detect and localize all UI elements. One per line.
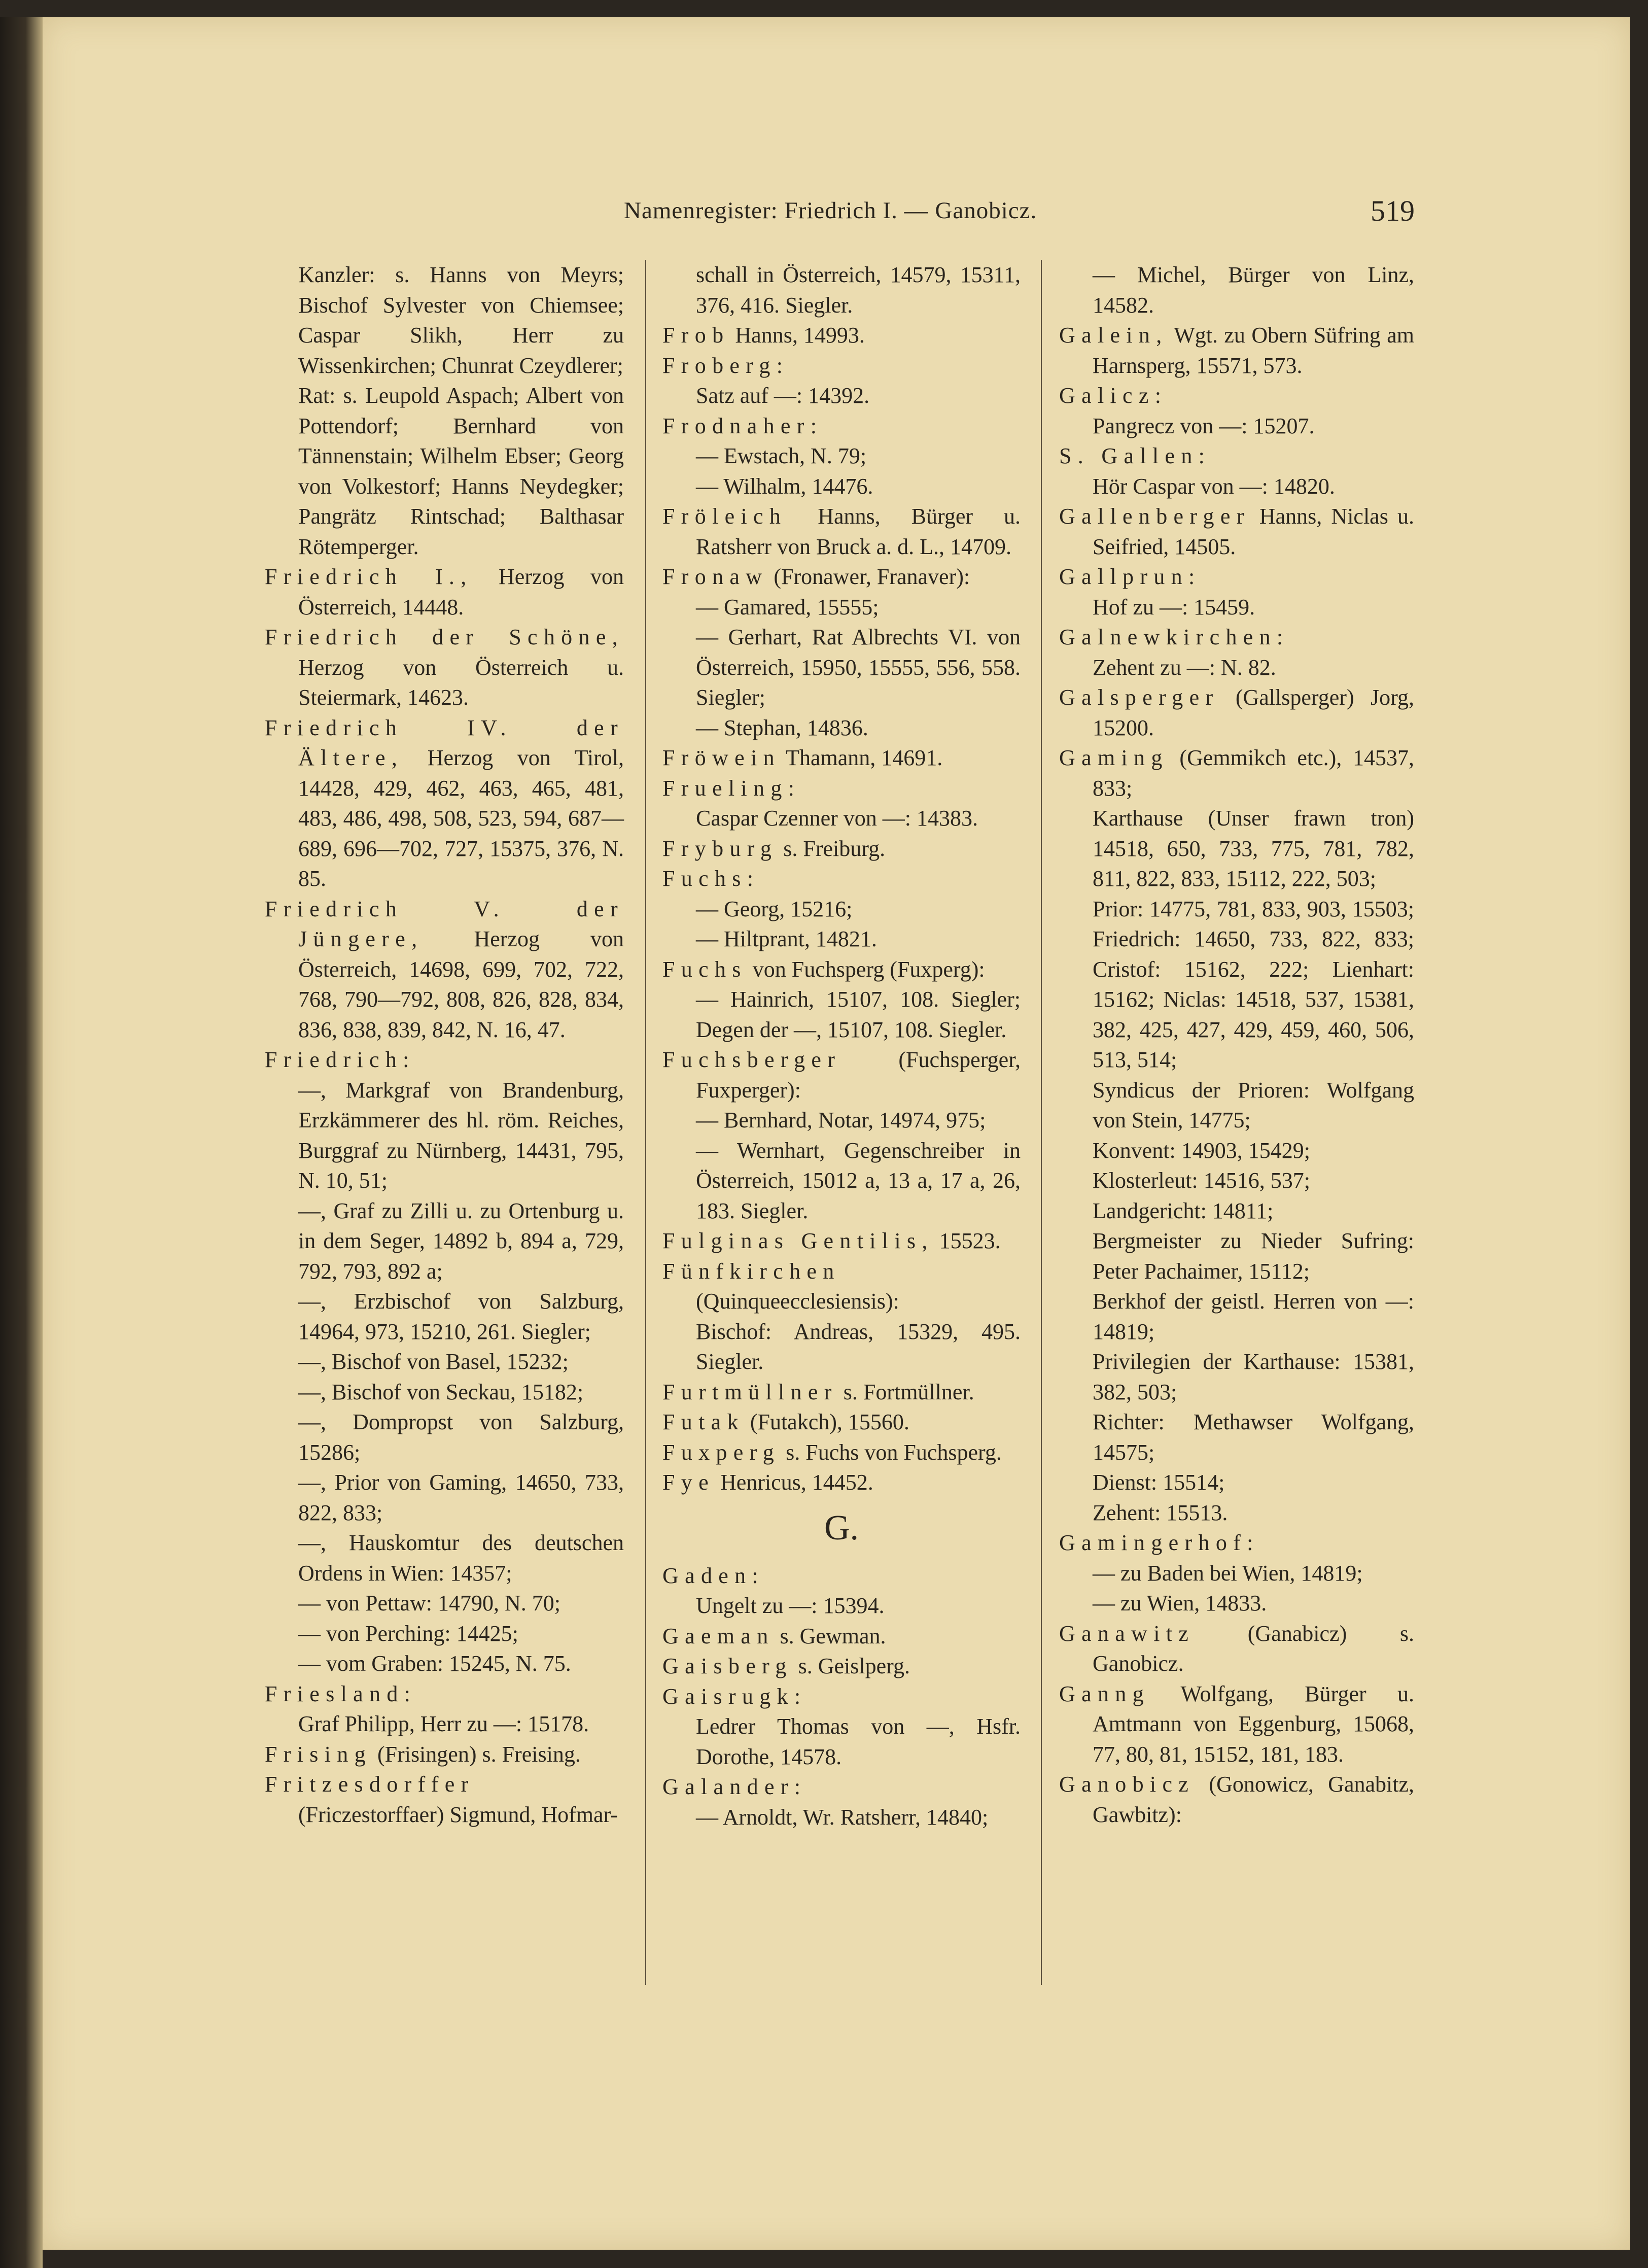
index-entry	[662, 1437, 1021, 1468]
entry-text: — Michel, Bürger von Linz, 14582.	[1093, 262, 1414, 318]
running-header: Namenregister: Friedrich I. — Ganobicz.	[624, 197, 1037, 224]
entry-headword: Gamingerhof:	[1059, 1530, 1259, 1555]
entry-headword: Galein,	[1059, 323, 1168, 348]
entry-headword: Fritzesdorffer	[265, 1772, 475, 1797]
index-entry	[662, 411, 1021, 441]
entry-headword: Ganng	[1059, 1681, 1150, 1706]
index-entry	[265, 1347, 624, 1377]
index-entry	[1059, 1619, 1414, 1679]
entry-text: —, Graf zu Zilli u. zu Ortenburg u. in dem Seger, 14892 b, 894 a, 729, 792, 793, 892 a;	[298, 1198, 624, 1284]
index-entry	[1059, 1769, 1414, 1830]
index-entry	[1059, 1136, 1414, 1166]
index-entry	[1059, 411, 1414, 441]
entry-text: — Hiltprant, 14821.	[696, 926, 877, 951]
entry-text: Thamann, 14691.	[780, 745, 943, 770]
index-entry	[662, 592, 1021, 623]
entry-text: Zehent zu —: N. 82.	[1093, 655, 1276, 680]
entry-headword: Furtmüllner	[662, 1379, 838, 1404]
index-entry	[1059, 592, 1414, 623]
index-entry	[1059, 1588, 1414, 1619]
entry-text: —, Markgraf von Brandenburg, Erzkämmerer des hl. röm. Reiches, Burggraf zu Nürnberg, 14431, 795, N. 10, 51;	[298, 1077, 624, 1193]
entry-text: Hanns, Bürger u. Ratsherr von Bruck a. d. L., 14709.	[696, 504, 1021, 559]
entry-text: (Gonowicz, Ganabitz, Gawbitz):	[1093, 1772, 1414, 1827]
entry-text: Hof zu —: 15459.	[1093, 594, 1255, 620]
index-entry	[1059, 1467, 1414, 1498]
entry-headword: Galsperger	[1059, 685, 1219, 710]
index-entry	[265, 1045, 624, 1075]
entry-headword: Fuxperg	[662, 1439, 781, 1465]
entry-text: Bergmeister zu Nieder Sufring: Peter Pachaimer, 15112;	[1093, 1228, 1414, 1284]
index-entry	[662, 622, 1021, 713]
entry-text: —, Bischof von Seckau, 15182;	[298, 1379, 584, 1404]
entry-headword: Gaming	[1059, 745, 1169, 770]
entry-text: (Fronawer, Franaver):	[768, 564, 970, 589]
entry-headword: Futak	[662, 1410, 745, 1434]
entry-text: Herzog von Österreich u. Steiermark, 14623.	[298, 655, 624, 710]
entry-text: Dienst: 15514;	[1093, 1470, 1225, 1495]
index-entry	[662, 1651, 1021, 1681]
entry-headword: Ganobicz	[1059, 1772, 1195, 1797]
index-entry	[265, 1588, 624, 1619]
index-entry	[265, 622, 624, 713]
entry-text: Hör Caspar von —: 14820.	[1093, 473, 1335, 499]
entry-headword: Friedrich V. der Jüngere,	[265, 896, 624, 951]
index-entry	[662, 803, 1021, 834]
entry-text: Syndicus der Prioren: Wolfgang von Stein, 14775;	[1093, 1077, 1414, 1132]
entry-headword: Gaden:	[662, 1563, 764, 1588]
index-entry	[265, 1709, 624, 1739]
index-entry	[662, 501, 1021, 562]
index-entry	[1059, 1528, 1414, 1558]
index-entry	[662, 1317, 1021, 1377]
book-gutter	[0, 17, 43, 2268]
index-entry	[1059, 894, 1414, 1075]
index-entry	[1059, 471, 1414, 502]
index-entry	[662, 984, 1021, 1045]
entry-text: Privilegien der Karthause: 15381, 382, 503;	[1093, 1349, 1414, 1404]
index-entry	[1059, 1558, 1414, 1589]
index-entry	[662, 1105, 1021, 1136]
index-entry	[662, 713, 1021, 743]
column-rule	[645, 260, 646, 1985]
index-entry	[662, 1467, 1021, 1498]
index-entry	[662, 1711, 1021, 1772]
entry-headword: Ganawitz	[1059, 1621, 1195, 1646]
index-entry	[1059, 1347, 1414, 1407]
index-entry	[265, 1679, 624, 1709]
column-rule	[1041, 260, 1042, 1985]
index-entry	[1059, 682, 1414, 743]
entry-text: s. Fortmüllner.	[837, 1379, 974, 1404]
entry-text: s. Freiburg.	[778, 836, 886, 861]
index-entry	[265, 1769, 624, 1830]
entry-headword: Friedrich der Schöne,	[265, 625, 624, 649]
index-entry	[265, 381, 624, 562]
index-entry	[662, 954, 1021, 985]
entry-text: — Georg, 15216;	[696, 896, 853, 921]
section-letter: G.	[824, 1508, 859, 1548]
index-entry	[662, 1621, 1021, 1652]
entry-text: —, Bischof von Basel, 15232;	[298, 1349, 569, 1374]
index-entry	[1059, 562, 1414, 592]
entry-headword: Fuchs:	[662, 866, 760, 891]
index-entry	[662, 1772, 1021, 1802]
entry-text: von Fuchsperg (Fuxperg):	[747, 956, 985, 982]
page-number: 519	[1371, 194, 1415, 227]
index-entry	[265, 1467, 624, 1528]
index-entry	[265, 1075, 624, 1196]
entry-text: Satz auf —: 14392.	[696, 383, 870, 408]
index-entry	[662, 1136, 1021, 1226]
entry-text: (Gallsperger) Jorg, 15200.	[1093, 685, 1414, 740]
entry-text: Karthause (Unser frawn tron) 14518, 650, 733, 775, 781, 782, 811, 822, 833, 15112, 222, 503;	[1093, 806, 1414, 891]
entry-text: (Quinqueecclesiensis):	[696, 1289, 899, 1314]
entry-headword: Friedrich I.,	[265, 564, 473, 589]
entry-text: Berkhof der geistl. Herren von —: 14819;	[1093, 1289, 1414, 1344]
entry-text: Herzog von Tirol, 14428, 429, 462, 463, 465, 481, 483, 486, 498, 508, 523, 594, 687—689, 696—702, 727, 15375, 376, N. 85.	[298, 745, 624, 891]
entry-text: — zu Baden bei Wien, 14819;	[1093, 1560, 1363, 1586]
entry-text: — von Pettaw: 14790, N. 70;	[298, 1591, 560, 1616]
entry-headword: Fuchsberger	[662, 1047, 841, 1072]
entry-text: s. Fuchs von Fuchsperg.	[780, 1439, 1002, 1465]
index-entry	[1059, 1286, 1414, 1347]
index-entry	[1059, 1075, 1414, 1136]
entry-text: s. Geislperg.	[792, 1654, 910, 1678]
index-entry	[662, 1226, 1021, 1256]
index-column-3	[1059, 260, 1414, 1830]
index-entry	[265, 562, 624, 622]
index-entry	[1059, 1165, 1414, 1196]
entry-text: Hanns, 14993.	[729, 323, 865, 348]
entry-headword: S. Gallen:	[1059, 443, 1211, 468]
entry-headword: Gaisrugk:	[662, 1683, 807, 1709]
entry-headword: Fünfkirchen	[662, 1258, 840, 1284]
index-entry	[265, 1619, 624, 1649]
entry-text: Wolfgang, Bürger u. Amtmann von Eggenburg, 15068, 77, 80, 81, 15152, 181, 183.	[1093, 1681, 1414, 1767]
entry-text: —, Prior von Gaming, 14650, 733, 822, 833;	[298, 1470, 624, 1525]
entry-text: — Hainrich, 15107, 108. Siegler; Degen der —, 15107, 108. Siegler.	[696, 987, 1021, 1042]
index-entry	[1059, 260, 1414, 320]
entry-headword: Fronaw	[662, 564, 768, 589]
entry-headword: Galnewkirchen:	[1059, 625, 1289, 649]
entry-text: Richter: Methawser Wolfgang, 14575;	[1093, 1410, 1414, 1465]
entry-headword: Gaeman	[662, 1623, 775, 1648]
entry-text: Prior: 14775, 781, 833, 903, 15503; Friedrich: 14650, 733, 822, 833; Cristof: 15162, 222; Lienhart: 15162; Niclas: 14518, 537, 15381, 382, 425, 427, 429, 459, 460, 506, 513, 514;	[1093, 896, 1414, 1072]
entry-text: — vom Graben: 15245, N. 75.	[298, 1651, 571, 1676]
index-entry	[265, 894, 624, 1045]
entry-text: — Ewstach, N. 79;	[696, 443, 867, 468]
index-entry	[1059, 501, 1414, 562]
index-entry	[1059, 622, 1414, 652]
entry-headword: Frodnaher:	[662, 413, 823, 438]
entry-headword: Gallprun:	[1059, 564, 1201, 589]
entry-text: Landgericht: 14811;	[1093, 1198, 1274, 1223]
entry-text: Pangrecz von —: 15207.	[1093, 413, 1315, 438]
index-entry	[1059, 743, 1414, 803]
entry-text: — Wilhalm, 14476.	[696, 473, 873, 499]
entry-text: Kanzler: s. Hanns von Meyrs; Bischof Sylvester von Chiemsee; Caspar Slikh, Herr zu Wissenkirchen; Chunrat Czeydlerer;	[298, 262, 624, 378]
entry-text: — Gamared, 15555;	[696, 594, 879, 620]
entry-headword: Frob	[662, 323, 730, 348]
entry-text: Herzog von Österreich, 14448.	[298, 564, 624, 620]
entry-text: (Frisingen) s. Freising.	[371, 1741, 581, 1767]
entry-headword: Galicz:	[1059, 383, 1168, 408]
index-entry	[662, 894, 1021, 924]
index-entry	[662, 320, 1021, 351]
entry-text: — zu Wien, 14833.	[1093, 1591, 1267, 1616]
entry-text: Bischof: Andreas, 15329, 495. Siegler.	[696, 1319, 1021, 1374]
entry-text: Klosterleut: 14516, 537;	[1093, 1168, 1310, 1193]
entry-text: s. Gewman.	[774, 1623, 886, 1648]
entry-text: —, Hauskomtur des deutschen Ordens in Wien: 14357;	[298, 1530, 624, 1586]
entry-headword: Gallenberger	[1059, 504, 1250, 529]
entry-text: schall in Österreich, 14579, 15311, 376, 416. Siegler.	[696, 262, 1021, 318]
index-entry	[1059, 1196, 1414, 1226]
entry-headword: Galander:	[662, 1774, 807, 1799]
entry-text: Zehent: 15513.	[1093, 1500, 1228, 1525]
entry-text: (Friczestorffaer) Sigmund, Hofmar-	[298, 1802, 618, 1827]
entry-text: — Arnoldt, Wr. Ratsherr, 14840;	[696, 1804, 989, 1830]
entry-text: Konvent: 14903, 15429;	[1093, 1138, 1310, 1163]
entry-text: — von Perching: 14425;	[298, 1621, 518, 1646]
index-entry	[1059, 803, 1414, 894]
entry-text: Caspar Czenner von —: 14383.	[696, 806, 978, 831]
index-entry	[662, 743, 1021, 773]
index-entry	[662, 562, 1021, 592]
index-entry	[1059, 1498, 1414, 1528]
index-entry	[662, 924, 1021, 954]
index-entry	[662, 1407, 1021, 1437]
index-entry	[1059, 320, 1414, 381]
entry-headword: Friedrich:	[265, 1047, 415, 1072]
entry-headword: Friesland:	[265, 1681, 417, 1706]
entry-headword: Friedrich IV. der Ältere,	[265, 715, 624, 770]
index-entry	[662, 1561, 1021, 1591]
index-entry	[662, 260, 1021, 320]
index-entry	[662, 441, 1021, 471]
index-entry	[1059, 1226, 1414, 1286]
index-entry	[662, 1377, 1021, 1407]
entry-text: —, Erzbischof von Salzburg, 14964, 973, 15210, 261. Siegler;	[298, 1289, 624, 1344]
index-entry	[662, 471, 1021, 502]
index-entry	[1059, 1679, 1414, 1770]
index-entry	[662, 1256, 1021, 1317]
index-entry	[265, 1377, 624, 1407]
index-entry	[1059, 381, 1414, 411]
index-entry	[662, 1802, 1021, 1833]
index-entry	[1059, 652, 1414, 683]
entry-headword: Gaisberg	[662, 1654, 793, 1678]
entry-text: (Futakch), 15560.	[744, 1410, 909, 1434]
index-entry	[265, 1286, 624, 1347]
entry-text: Henricus, 14452.	[714, 1470, 873, 1495]
entry-headword: Fuchs	[662, 956, 747, 982]
index-entry	[265, 1648, 624, 1679]
index-entry	[265, 260, 624, 381]
entry-text: — Stephan, 14836.	[696, 715, 868, 740]
index-entry	[1059, 441, 1414, 471]
entry-text: Graf Philipp, Herr zu —: 15178.	[298, 1711, 589, 1736]
entry-text: Hanns, Niclas u. Seifried, 14505.	[1093, 504, 1414, 559]
entry-headword: Fye	[662, 1470, 715, 1495]
index-entry	[662, 1591, 1021, 1621]
index-entry	[662, 381, 1021, 411]
entry-text: Rat: s. Leupold Aspach; Albert von Pottendorf; Bernhard von Tännenstain; Wilhelm Ebser; Georg von Volkestorf; Hanns Neydegker; Pangrätz Rintschad; Balthasar Rötemperger.	[298, 383, 624, 559]
entry-headword: Fryburg	[662, 836, 778, 861]
index-entry	[265, 1739, 624, 1770]
entry-text: —, Dompropst von Salzburg, 15286;	[298, 1410, 624, 1465]
index-entry	[662, 1045, 1021, 1105]
entry-headword: Frising	[265, 1741, 372, 1767]
index-entry	[265, 1407, 624, 1467]
entry-headword: Fulginas Gentilis,	[662, 1228, 934, 1253]
index-entry	[662, 834, 1021, 864]
entry-headword: Fröleich	[662, 504, 787, 529]
index-entry	[265, 1196, 624, 1287]
index-column-1	[265, 260, 624, 1830]
entry-text: (Ganabicz) s. Ganobicz.	[1093, 1621, 1414, 1676]
entry-text: (Gemmikch etc.), 14537, 833;	[1093, 745, 1414, 801]
entry-headword: Fröwein	[662, 745, 781, 770]
index-entry	[265, 713, 624, 894]
entry-headword: Froberg:	[662, 353, 789, 378]
entry-text: — Gerhart, Rat Albrechts VI. von Österreich, 15950, 15555, 556, 558. Siegler;	[696, 625, 1021, 710]
entry-text: — Bernhard, Notar, 14974, 975;	[696, 1108, 986, 1132]
entry-text: Ungelt zu —: 15394.	[696, 1593, 885, 1618]
index-entry	[662, 773, 1021, 804]
entry-text: Herzog von Österreich, 14698, 699, 702, 722, 768, 790—792, 808, 826, 828, 834, 836, 838, 839, 842, N. 16, 47.	[298, 926, 624, 1042]
entry-text: (Fuchsperger, Fuxperger):	[696, 1047, 1021, 1103]
index-column-2	[662, 260, 1021, 1832]
entry-text: Wgt. zu Obern Süfring am Harnsperg, 15571, 573.	[1093, 323, 1414, 378]
index-entry	[1059, 1407, 1414, 1467]
entry-headword: Frueling:	[662, 775, 801, 801]
entry-text: Ledrer Thomas von —, Hsfr. Dorothe, 14578.	[696, 1714, 1021, 1769]
index-entry	[662, 864, 1021, 894]
entry-text: 15523.	[933, 1228, 1001, 1253]
index-entry	[265, 1528, 624, 1588]
index-entry	[662, 1681, 1021, 1712]
index-entry	[662, 351, 1021, 381]
entry-text: — Wernhart, Gegenschreiber in Österreich, 15012 a, 13 a, 17 a, 26, 183. Siegler.	[696, 1138, 1021, 1223]
